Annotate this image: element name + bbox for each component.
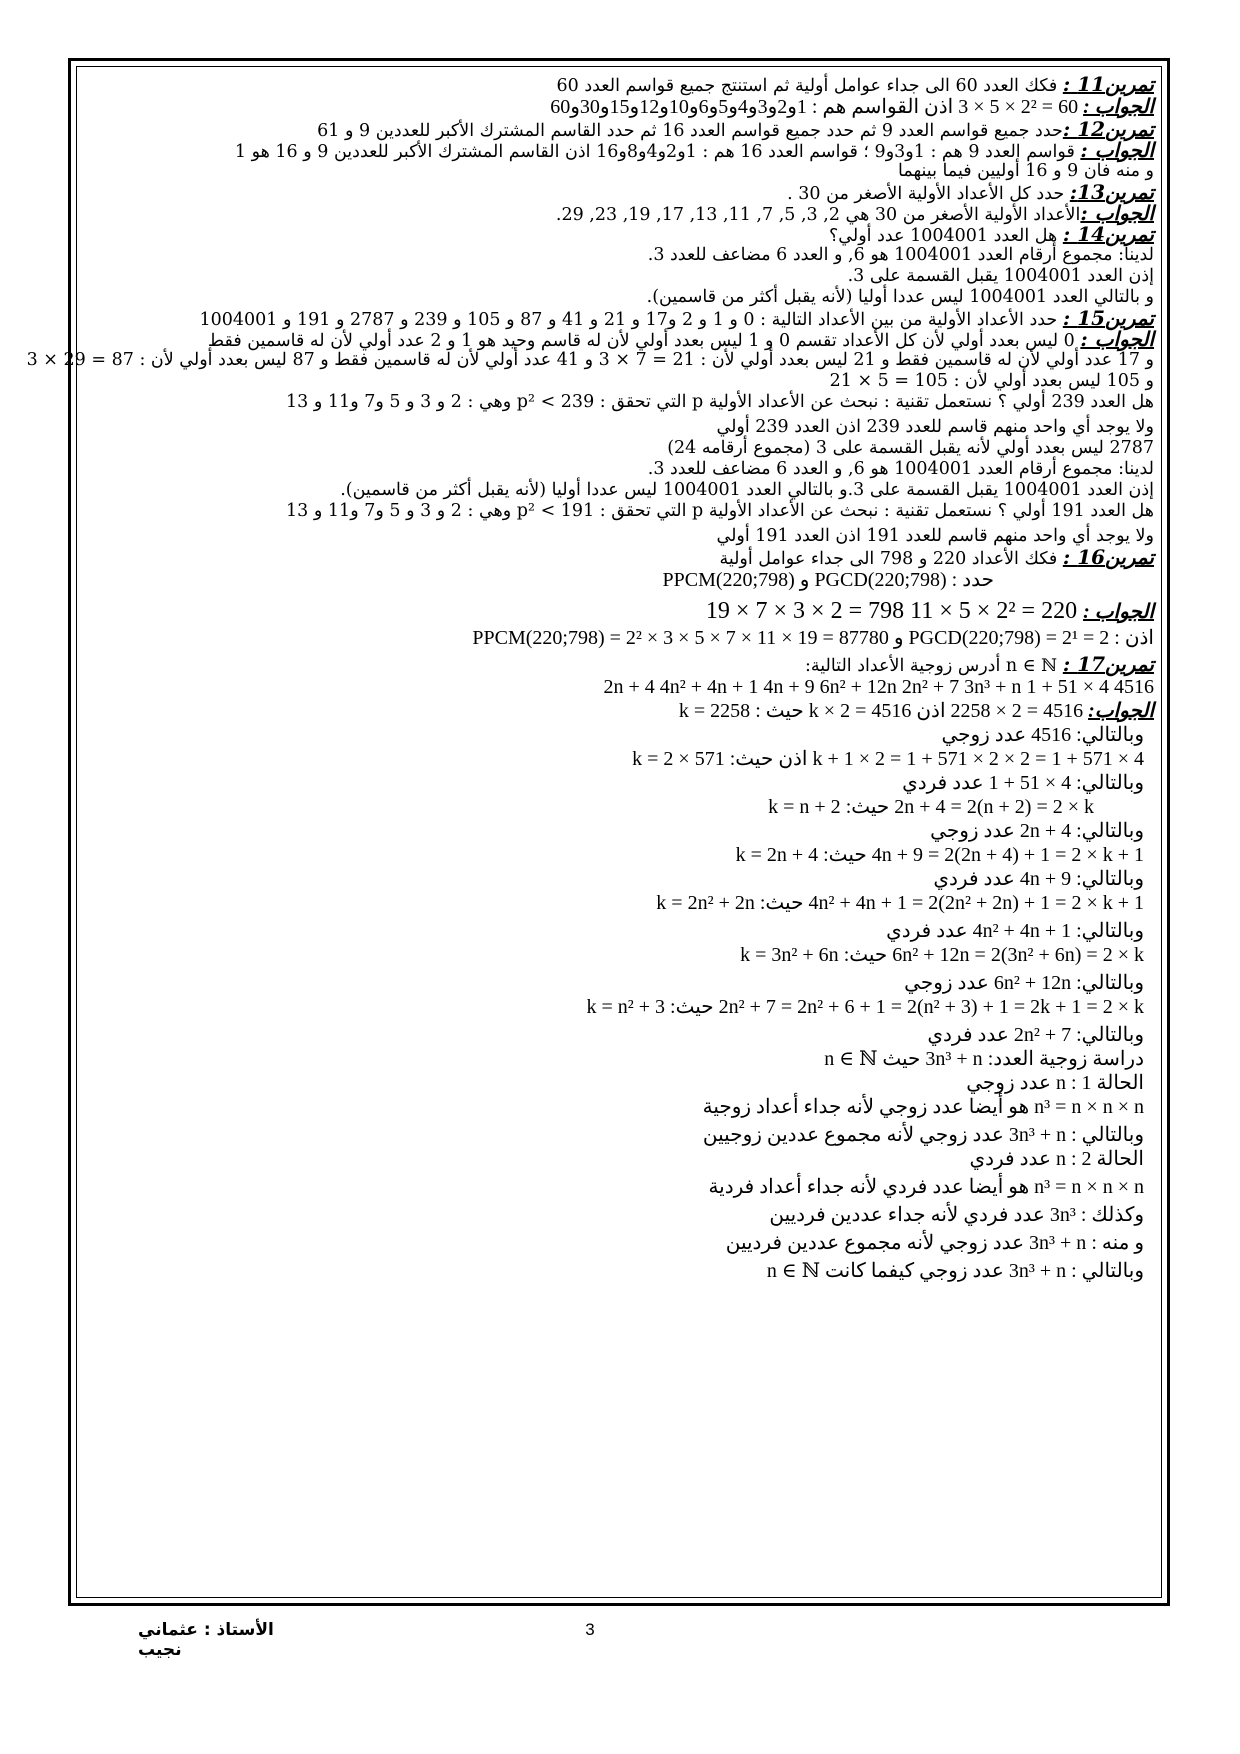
text-line: [90, 1175, 1154, 1199]
text-line: [90, 438, 1154, 459]
line-text: 4516 = 2 × 2258 اذن 4516 = 2 × k حيث : k = 2258: [678, 700, 1089, 722]
text-line: [90, 547, 1154, 568]
line-text: لدينا: مجموع أرقام العدد 1004001 هو 6, و العدد 6 مضاعف للعدد 3.: [647, 459, 1154, 479]
line-text: n³ = n × n × n هو أيضا عدد فردي لأنه جداء أعداد فردية: [708, 1176, 1144, 1198]
line-text: حدد جميع قواسم العدد 9 ثم حدد جميع قواسم العدد 16 ثم حدد القاسم المشترك الأكبر للعددين 9 و 61: [317, 121, 1063, 141]
text-line: [90, 1071, 1154, 1095]
text-line: [90, 891, 1154, 915]
text-line: [90, 919, 1154, 943]
text-line: [90, 287, 1154, 308]
text-line: [90, 723, 1154, 747]
text-line: [90, 699, 1154, 723]
text-line: [90, 819, 1154, 843]
text-line: [90, 308, 1154, 329]
line-text: وبالتالي: 4516 عدد زوجي: [941, 724, 1144, 746]
text-line: [90, 95, 1154, 119]
exercise-heading: الجواب :: [1080, 138, 1154, 162]
text-line: [90, 795, 1154, 819]
exercise-heading: الجواب :: [1083, 96, 1154, 118]
text-line: [90, 119, 1154, 140]
line-text: و منه : 3n³ + n عدد زوجي لأنه مجموع عددين فرديين: [725, 1232, 1144, 1254]
line-text: 6n² + 12n = 2(3n² + 6n) = 2 × k حيث: k = 3n² + 6n: [740, 944, 1144, 966]
text-line: [90, 867, 1154, 891]
footer-author: الأستاذ : عثماني نجيب: [138, 1620, 274, 1660]
line-text: هل العدد 191 أولي ؟ نستعمل تقنية : نبحث عن الأعداد الأولية p التي تحقق : p² < 191 وهي : 2 و 3 و 5 و7 و11 و 13: [286, 501, 1154, 521]
text-line: [90, 1259, 1154, 1283]
text-line: [90, 392, 1154, 413]
exercise-heading: الجواب :: [1080, 201, 1154, 225]
line-text: 4n² + 4n + 1 = 2(2n² + 2n) + 1 = 2 × k + 1 حيث: k = 2n² + 2n: [656, 892, 1144, 914]
exercise-heading: الجواب :: [1080, 327, 1154, 351]
text-line: [26, 350, 1154, 371]
text-line: [90, 771, 1154, 795]
line-text: هل العدد 239 أولي ؟ نستعمل تقنية : نبحث عن الأعداد الأولية p التي تحقق : p² < 239 وهي : 2 و 3 و 5 و7 و11 و 13: [286, 392, 1154, 412]
line-text: الأعداد الأولية الأصغر من 30 هي 2, 3, 5, 7, 11, 13, 17, 19, 23, 29.: [555, 205, 1081, 225]
line-text: 220 = 2² × 5 × 11 798 = 2 × 3 × 7 × 19: [705, 598, 1084, 624]
line-text: 2787 ليس بعدد أولي لأنه يقبل القسمة على 3 (مجموع أرقامه 24): [667, 438, 1154, 458]
text-line: [90, 1203, 1154, 1227]
text-line: [90, 245, 1154, 266]
line-text: وبالتالي : 3n³ + n عدد زوجي كيفما كانت n ∈ ℕ: [766, 1260, 1144, 1282]
line-text: و 105 ليس بعدد أولي لأن : 105 = 5 × 21: [829, 371, 1154, 391]
text-line: [90, 140, 1154, 161]
line-text: 4 × 571 + 1 = 2 × 2 × 571 + 1 = 2 × k + 1 اذن حيث: k = 2 × 571: [632, 748, 1144, 770]
line-text: الحالة 2 : n عدد فردي: [969, 1148, 1144, 1170]
text-line: [90, 1023, 1154, 1047]
exercise-heading: تمرين17 :: [1062, 652, 1154, 676]
line-text: فكك العدد 60 الى جداء عوامل أولية ثم استنتج جميع قواسم العدد 60: [556, 76, 1063, 96]
exercise-heading: تمرين16 :: [1062, 545, 1154, 569]
line-text: و بالتالي العدد 1004001 ليس عددا أوليا (لأنه يقبل أكثر من قاسمين).: [646, 287, 1154, 307]
text-line: [90, 371, 1154, 392]
exercise-heading: تمرين15 :: [1062, 306, 1154, 330]
line-text: n ∈ ℕ أدرس زوجية الأعداد التالية:: [804, 656, 1063, 676]
line-text: حدد الأعداد الأولية من بين الأعداد التالية : 0 و 1 و 2 و17 و 21 و 41 و 87 و 105 و 239 و 2787 و 191 و 1004001: [199, 310, 1063, 330]
text-line: [90, 1047, 1154, 1071]
text-line: [90, 480, 1154, 501]
exercise-heading: الجواب :: [1083, 601, 1154, 623]
text-line: [90, 995, 1154, 1019]
text-line: [90, 1231, 1154, 1255]
text-line: [90, 568, 1154, 592]
text-line: [90, 459, 1154, 480]
line-text: 60 = 2² × 5 × 3 اذن القواسم هم : 1و2و3و4و5و6و10و12و15و30و60: [550, 96, 1084, 118]
text-line: [90, 943, 1154, 967]
line-text: وبالتالي : 3n³ + n عدد زوجي لأنه مجموع عددين زوجيين: [702, 1124, 1144, 1146]
text-line: [90, 501, 1154, 522]
text-line: [90, 329, 1154, 350]
line-text: اذن : PGCD(220;798) = 2¹ = 2 و PPCM(220;798) = 2² × 3 × 5 × 7 × 11 × 19 = 87780: [472, 627, 1154, 649]
line-text: إذن العدد 1004001 يقبل القسمة على 3.: [847, 266, 1154, 286]
text-line: [90, 654, 1154, 675]
line-text: وبالتالي: 2n² + 7 عدد فردي: [927, 1024, 1144, 1046]
line-text: ولا يوجد أي واحد منهم قاسم للعدد 239 اذن العدد 239 أولي: [716, 417, 1154, 437]
line-text: وبالتالي: 4n² + 4n + 1 عدد فردي: [886, 920, 1144, 942]
line-text: 4516 4 × 51 + 1 2n + 4 4n² + 4n + 1 4n + 9 6n² + 12n 2n² + 7 3n³ + n: [603, 676, 1154, 698]
text-line: [90, 747, 1154, 771]
line-text: 2n² + 7 = 2n² + 6 + 1 = 2(n² + 3) + 1 = 2k + 1 = 2 × k حيث: k = n² + 3: [586, 996, 1144, 1018]
line-text: وبالتالي: 4 × 51 + 1 عدد فردي: [902, 772, 1144, 794]
line-text: لدينا: مجموع أرقام العدد 1004001 هو 6, و العدد 6 مضاعف للعدد 3.: [647, 245, 1154, 265]
line-text: دراسة زوجية العدد: 3n³ + n حيث n ∈ ℕ: [824, 1048, 1144, 1070]
text-line: [90, 161, 1154, 182]
line-text: وكذلك : 3n³ عدد فردي لأنه جداء عددين فرديين: [769, 1204, 1144, 1226]
line-text: 2n + 4 = 2(n + 2) = 2 × k حيث: k = n + 2: [768, 796, 1094, 818]
line-text: وبالتالي: 2n + 4 عدد زوجي: [930, 820, 1144, 842]
line-text: هل العدد 1004001 عدد أولي؟: [829, 226, 1063, 246]
line-text: إذن العدد 1004001 يقبل القسمة على 3.و بالتالي العدد 1004001 ليس عددا أوليا (لأنه يقبل أكثر من قاسمين).: [340, 480, 1154, 500]
exercise-heading: تمرين14 :: [1062, 222, 1154, 246]
text-line: [90, 266, 1154, 287]
text-line: [90, 1095, 1154, 1119]
text-line: [90, 1147, 1154, 1171]
line-text: وبالتالي: 6n² + 12n عدد زوجي: [904, 972, 1144, 994]
line-text: n³ = n × n × n هو أيضا عدد زوجي لأنه جداء أعداد زوجية: [702, 1096, 1144, 1118]
text-line: [90, 843, 1154, 867]
line-text: و منه فان 9 و 16 أوليين فيما بينهما: [898, 161, 1154, 181]
text-line: [90, 526, 1154, 547]
exercise-heading: تمرين12 :: [1062, 117, 1154, 141]
line-text: فكك الأعداد 220 و 798 الى جداء عوامل أولية: [719, 549, 1063, 569]
exercise-heading: تمرين11 :: [1062, 72, 1154, 96]
exercise-heading: الجواب:: [1088, 700, 1154, 722]
line-text: 4n + 9 = 2(2n + 4) + 1 = 2 × k + 1 حيث: k = 2n + 4: [735, 844, 1144, 866]
text-line: [90, 417, 1154, 438]
text-line: [90, 971, 1154, 995]
text-line: [90, 74, 1154, 95]
text-line: [90, 203, 1154, 224]
exercise-heading: تمرين13:: [1069, 180, 1154, 204]
text-line: [90, 224, 1154, 245]
page-number: 3: [585, 1620, 595, 1639]
text-line: [90, 596, 1154, 626]
text-line: [90, 1123, 1154, 1147]
text-line: [90, 675, 1154, 699]
text-line: [90, 626, 1154, 650]
line-text: ولا يوجد أي واحد منهم قاسم للعدد 191 اذن العدد 191 أولي: [716, 526, 1154, 546]
line-text: و 17 عدد أولي لأن له قاسمين فقط و 21 ليس بعدد أولي لأن : 21 = 7 × 3 و 41 عدد أولي لأن له قاسمين فقط و 87 ليس بعدد أولي لأن : 87 = 29 × 3: [26, 350, 1154, 370]
line-text: حدد : PGCD(220;798) و PPCM(220;798): [662, 569, 994, 591]
line-text: وبالتالي: 4n + 9 عدد فردي: [933, 868, 1144, 890]
line-text: حدد كل الأعداد الأولية الأصغر من 30 .: [787, 184, 1070, 204]
worksheet-content: [26, 72, 1154, 1594]
line-text: الحالة 1 : n عدد زوجي: [966, 1072, 1144, 1094]
line-text: 0 ليس بعدد أولي لأن كل الأعداد تقسم 0 و 1 ليس بعدد أولي لأن له قاسم وحيد هو 1 و 2 عدد أولي لأن له قاسمين فقط: [207, 331, 1081, 351]
line-text: قواسم العدد 9 هم : 1و3و9 ؛ قواسم العدد 16 هم : 1و2و4و8و16 اذن القاسم المشترك الأكبر للعددين 9 و 16 هو 1: [234, 142, 1081, 162]
text-line: [90, 182, 1154, 203]
